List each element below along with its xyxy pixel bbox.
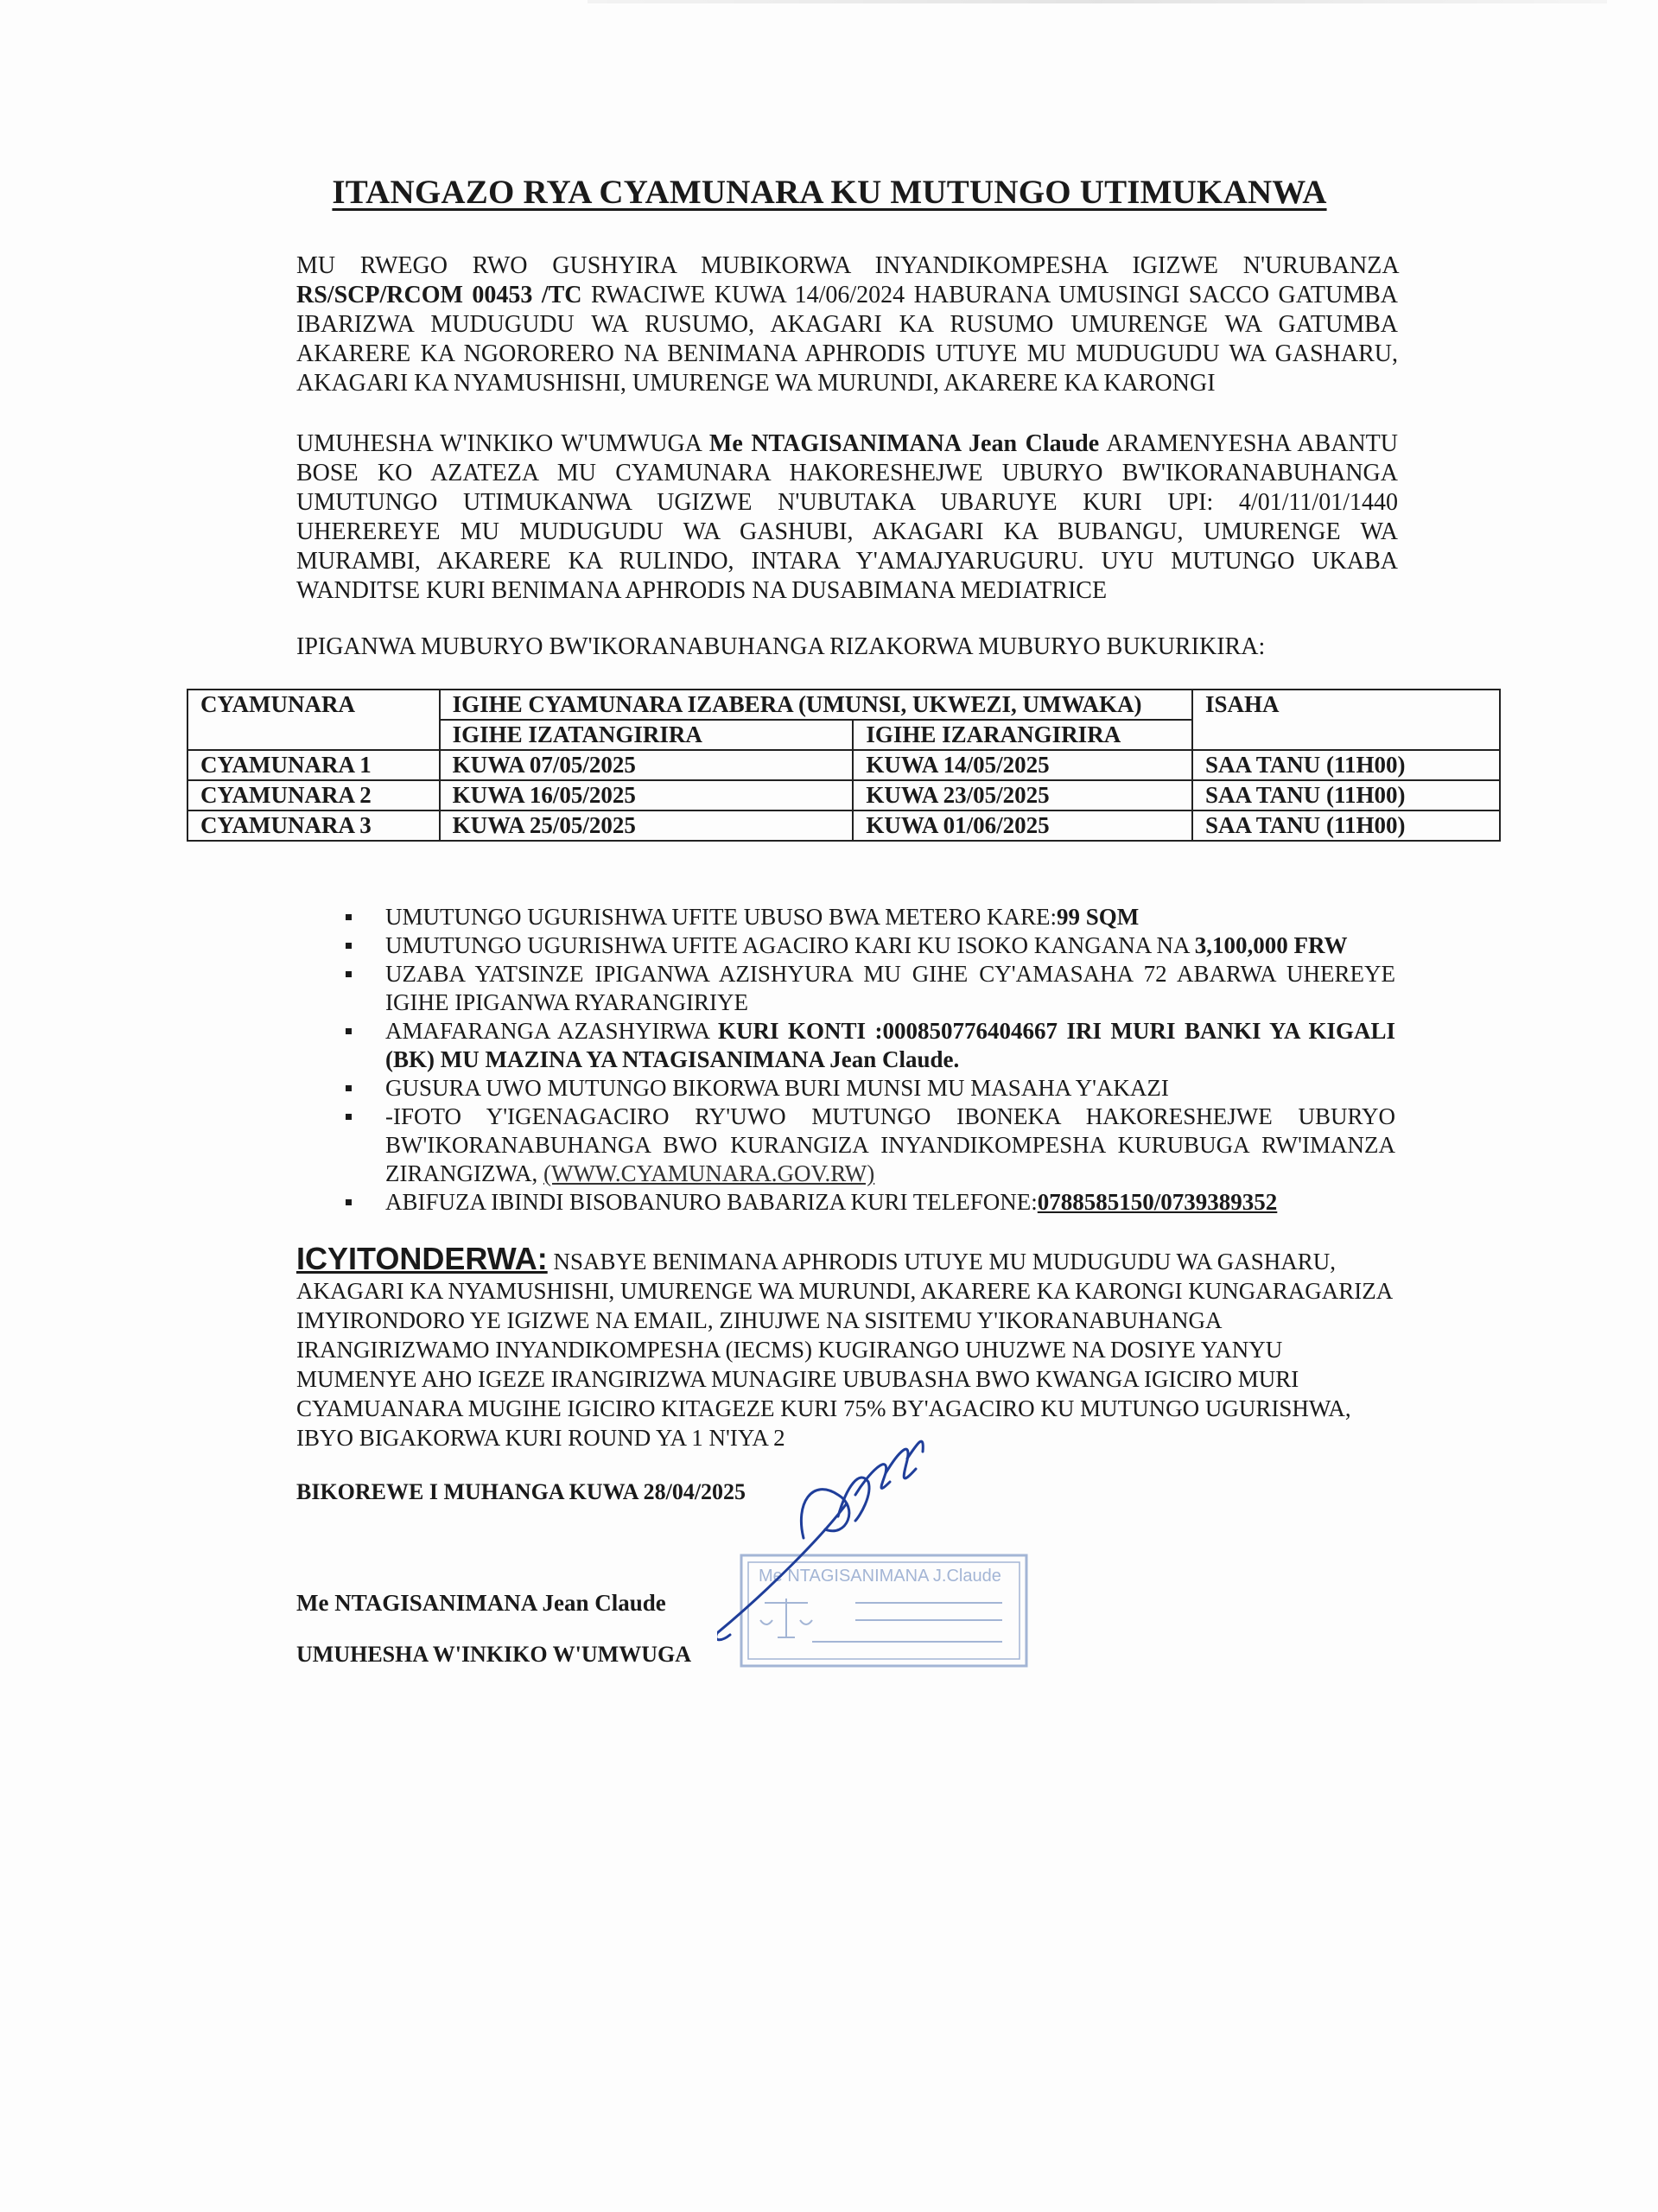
header-end: IGIHE IZARANGIRIRA <box>853 720 1192 750</box>
list-item: ABIFUZA IBINDI BISOBANURO BABARIZA KURI TELEFONE:0788585150/0739389352 <box>346 1188 1395 1217</box>
list-item: UMUTUNGO UGURISHWA UFITE UBUSO BWA METERO KARE:99 SQM <box>346 903 1395 931</box>
list-item: AMAFARANGA AZASHYIRWA KURI KONTI :000850776404667 IRI MURI BANKI YA KIGALI (BK) MU MAZINA YA NTAGISANIMANA Jean Claude. <box>346 1017 1395 1074</box>
scales-icon <box>760 1599 812 1637</box>
auction-schedule-table <box>187 689 1501 842</box>
signature-stamp <box>717 1434 1028 1676</box>
list-item: GUSURA UWO MUTUNGO BIKORWA BURI MUNSI MU MASAHA Y'AKAZI <box>346 1074 1395 1103</box>
table-row: CYAMUNARA 2 KUWA 16/05/2025 KUWA 23/05/2025 SAA TANU (11H00) <box>187 780 1500 810</box>
bailiff-name: Me NTAGISANIMANA Jean Claude <box>708 430 1100 457</box>
table-row: CYAMUNARA 1 KUWA 07/05/2025 KUWA 14/05/2025 SAA TANU (11H00) <box>187 750 1500 780</box>
table-row: CYAMUNARA 3 KUWA 25/05/2025 KUWA 01/06/2025 SAA TANU (11H00) <box>187 810 1500 841</box>
list-item: -IFOTO Y'IGENAGACIRO RY'UWO MUTUNGO IBONEKA HAKORESHEJWE UBURYO BW'IKORANABUHANGA BWO KURANGIZA INYANDIKOMPESHA KURUBUGA RW'IMANZA ZIRANGIZWA, (WWW.CYAMUNARA.GOV.RW) <box>346 1103 1395 1188</box>
header-time: ISAHA <box>1192 690 1500 750</box>
header-period: IGIHE CYAMUNARA IZABERA (UMUNSI, UKWEZI, UMWAKA) <box>440 690 1192 720</box>
scan-edge <box>588 0 1607 3</box>
phone-numbers: 0788585150/0739389352 <box>1037 1189 1278 1215</box>
header-start: IGIHE IZATANGIRIRA <box>440 720 854 750</box>
announcement-paragraph: UMUHESHA W'INKIKO W'UMWUGA Me NTAGISANIMANA Jean Claude ARAMENYESHA ABANTU BOSE KO AZATEZA MU CYAMUNARA HAKORESHEJWE UBURYO BW'IKORANABUHANGA UMUTUNGO UTIMUKANWA UGIZWE N'UBUTAKA UBARUYE KURI UPI: 4/01/11/01/1440 UHEREREYE MU MUDUGUDU WA GASHUBI, AKAGARI KA BUBANGU, UMURENGE WA MURAMBI, AKARERE KA RULINDO, INTARA Y'AMAJYARUGURU. UYU MUTUNGO UKABA WANDITSE KURI BENIMANA APHRODIS NA DUSABIMANA MEDIATRICE <box>296 430 1398 604</box>
intro-paragraph: MU RWEGO RWO GUSHYIRA MUBIKORWA INYANDIKOMPESHA IGIZWE N'URUBANZA RS/SCP/RCOM 00453 /TC RWACIWE KUWA 14/06/2024 HABURANA UMUSINGI SACCO GATUMBA IBARIZWA MUDUGUDU WA RUSUMO, AKAGARI KA RUSUMO UMURENGE WA GATUMBA AKARERE KA NGORORERO NA BENIMANA APHRODIS UTUYE MU MUDUGUDU WA GASHARU, AKAGARI KA NYAMUSHISHI, UMURENGE WA MURUNDI, AKARERE KA KARONGI <box>296 252 1399 397</box>
list-item: UMUTUNGO UGURISHWA UFITE AGACIRO KARI KU ISOKO KANGANA NA 3,100,000 FRW <box>346 931 1395 960</box>
table-header-row <box>187 690 1500 720</box>
stamp-text: Me NTAGISANIMANA J.Claude <box>759 1567 1001 1586</box>
note-heading: ICYITONDERWA: <box>296 1241 548 1276</box>
schedule-intro: IPIGANWA MUBURYO BW'IKORANABUHANGA RIZAKORWA MUBURYO BUKURIKIRA: <box>296 633 1266 660</box>
note-paragraph: ICYITONDERWA: NSABYE BENIMANA APHRODIS UTUYE MU MUDUGUDU WA GASHARU, AKAGARI KA NYAMUSHISHI, UMURENGE WA MURUNDI, AKARERE KA KARONGI KUNGARAGARIZA IMYIRONDORO YE IGIZWE NA EMAIL, ZIHUJWE NA SISITEMU Y'IKORANABUHANGA IRANGIRIZWAMO INYANDIKOMPESHA (IECMS) KUGIRANGO UHUZWE NA DOSIYE YANYU MUMENYE AHO IGEZE IRANGIRIZWA MUNAGIRE UBUBASHA BWO KWANGA IGICIRO MURI CYAMUANARA MUGIHE IGICIRO KITAGEZE KURI 75% BY'AGACIRO KU MUTUNGO UGURISHWA, IBYO BIGAKORWA KURI ROUND YA 1 N'IYA 2 <box>296 1241 1392 1451</box>
conditions-list <box>346 903 1395 1217</box>
list-item: UZABA YATSINZE IPIGANWA AZISHYURA MU GIHE CY'AMASAHA 72 ABARWA UHEREYE IGIHE IPIGANWA RYARANGIRIYE <box>346 960 1395 1017</box>
notice-title: ITANGAZO RYA CYAMUNARA KU MUTUNGO UTIMUKANWA <box>332 174 1327 211</box>
signatory-title: UMUHESHA W'INKIKO W'UMWUGA <box>296 1642 691 1667</box>
header-auction: CYAMUNARA <box>187 690 440 750</box>
signatory-name: Me NTAGISANIMANA Jean Claude <box>296 1590 666 1616</box>
website-link[interactable]: (WWW.CYAMUNARA.GOV.RW) <box>543 1160 875 1186</box>
case-number: RS/SCP/RCOM 00453 /TC <box>296 282 582 308</box>
place-date: BIKOREWE I MUHANGA KUWA 28/04/2025 <box>296 1479 746 1504</box>
